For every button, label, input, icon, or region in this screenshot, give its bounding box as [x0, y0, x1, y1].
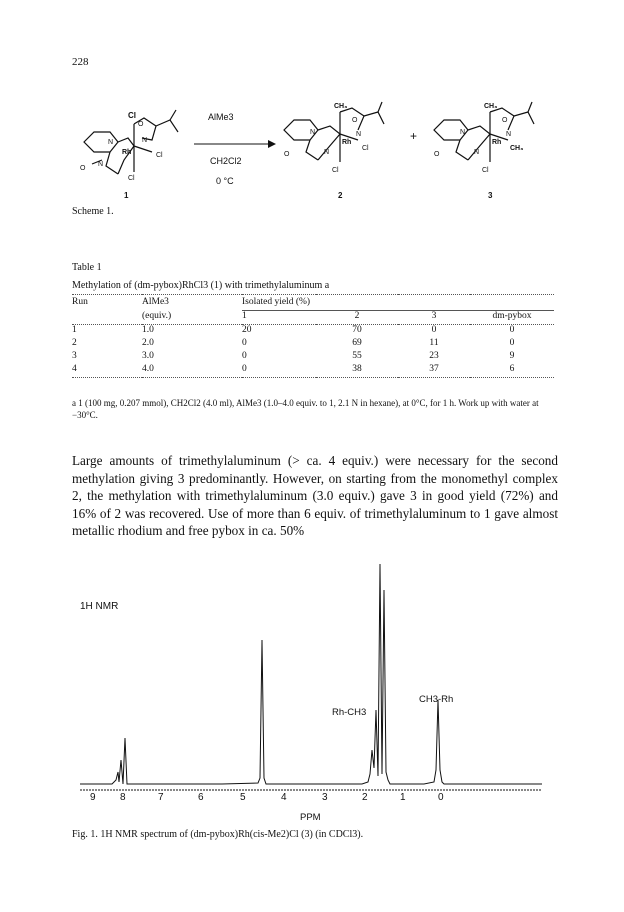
cell: 2.0: [142, 338, 154, 348]
table-row: [72, 351, 554, 364]
header-col-1: 1: [242, 311, 316, 325]
cell: 0: [242, 338, 247, 348]
svg-text:Rh: Rh: [122, 149, 132, 156]
cell: 0: [242, 364, 247, 374]
table-row: [72, 338, 554, 351]
svg-text:CH₃: CH₃: [484, 103, 498, 110]
table-subtitle: Methylation of (dm-pybox)RhCl3 (1) with trimethylaluminum a: [72, 280, 330, 291]
cell: 69: [352, 338, 362, 348]
svg-text:Rh: Rh: [492, 139, 502, 146]
cell: 3.0: [142, 351, 154, 361]
x-tick: 0: [438, 792, 444, 803]
svg-text:Cl: Cl: [128, 111, 136, 120]
x-tick: 8: [120, 792, 126, 803]
cell: 38: [352, 364, 362, 374]
plus-sign: +: [410, 129, 418, 143]
reaction-scheme: [72, 92, 552, 212]
peak-label-ch3-rh: CH3-Rh: [419, 694, 454, 705]
compound-2-structure: [284, 102, 384, 162]
spectrum-trace: [80, 564, 542, 784]
compound-number-3: 3: [488, 191, 493, 200]
cell: 70: [352, 325, 362, 335]
cell: 2: [72, 338, 77, 348]
x-tick: 4: [281, 792, 287, 803]
x-tick: 5: [240, 792, 246, 803]
nmr-spectrum: [72, 560, 552, 820]
svg-text:N: N: [310, 129, 316, 136]
svg-text:N: N: [324, 149, 330, 156]
cell: 37: [429, 364, 439, 374]
header-col-3: 3: [398, 311, 470, 325]
cell: 4.0: [142, 364, 154, 374]
peak-label-rh-ch3: Rh-CH3: [332, 707, 367, 718]
cell: 9: [509, 351, 515, 361]
scheme-label: Scheme 1.: [72, 206, 114, 217]
svg-text:N: N: [474, 149, 480, 156]
svg-text:O: O: [284, 151, 290, 158]
svg-text:N: N: [98, 161, 104, 168]
compound-number-1: 1: [124, 191, 129, 200]
svg-text:O: O: [352, 117, 358, 124]
header-col-dmpybox: dm-pybox: [470, 311, 554, 325]
header-equiv: (equiv.): [142, 310, 172, 321]
svg-text:N: N: [506, 131, 512, 138]
svg-text:Cl: Cl: [128, 175, 135, 182]
svg-text:CH₃: CH₃: [334, 103, 348, 110]
svg-text:CH₃: CH₃: [510, 145, 524, 152]
cell: 3: [72, 351, 77, 361]
nmr-label: 1H NMR: [80, 601, 119, 612]
cell: 23: [429, 351, 439, 361]
x-tick: 2: [362, 792, 368, 803]
x-tick: 9: [90, 792, 96, 803]
x-tick: 6: [198, 792, 204, 803]
cell: 20: [242, 325, 252, 335]
cell: 0: [431, 325, 437, 335]
temperature-label: 0 °C: [216, 176, 234, 186]
cell: 1.0: [142, 325, 154, 335]
cell: 11: [429, 338, 439, 348]
cell: 55: [352, 351, 362, 361]
svg-text:O: O: [434, 151, 440, 158]
svg-text:Cl: Cl: [156, 152, 163, 159]
svg-text:O: O: [502, 117, 508, 124]
svg-text:Rh: Rh: [342, 139, 352, 146]
x-tick: 7: [158, 792, 164, 803]
cell: 1: [72, 325, 77, 335]
table-row: [72, 325, 554, 339]
cell: 4: [72, 364, 77, 374]
svg-text:Cl: Cl: [362, 145, 369, 152]
nmr-x-axis: [0, 792, 624, 808]
svg-text:Cl: Cl: [482, 167, 489, 174]
cell: 0: [242, 351, 247, 361]
solvent-label: CH2Cl2: [210, 156, 242, 166]
page-number: 228: [72, 56, 89, 68]
table-row: [72, 364, 554, 378]
svg-text:N: N: [460, 129, 466, 136]
header-col-2: 2: [316, 311, 398, 325]
cell: 0: [509, 338, 515, 348]
x-axis-label: PPM: [300, 812, 321, 823]
compound-3-structure: [434, 102, 534, 162]
compound-number-2: 2: [338, 191, 343, 200]
header-yield: Isolated yield (%): [242, 297, 311, 307]
svg-text:N: N: [356, 131, 362, 138]
svg-text:Cl: Cl: [332, 167, 339, 174]
cell: 6: [509, 364, 515, 374]
header-almes: AlMe3: [142, 297, 169, 307]
yield-table: [72, 294, 554, 378]
cell: 0: [509, 325, 515, 335]
svg-text:N: N: [108, 139, 114, 146]
table-footnote: a 1 (100 mg, 0.207 mmol), CH2Cl2 (4.0 ml), AlMe3 (1.0–4.0 equiv. to 1, 2.1 N in hexane), at 0°C, for 1 h. Work up with water at −30°C.: [72, 398, 539, 420]
body-paragraph: Large amounts of trimethylaluminum (> ca. 4 equiv.) were necessary for the second methylation giving 3 predominantly. However, on starting from the monomethyl complex 2, the methylation with trimethylaluminum (3.0 equiv.) gave 3 in good yield (72%) and 16% of 2 was recovered. Use of more than 6 equiv. of trimethylaluminum to 1 gave almost metallic rhodium and free pybox in ca. 50%: [72, 453, 558, 538]
svg-text:N: N: [142, 137, 148, 144]
x-tick: 3: [322, 792, 328, 803]
x-tick: 1: [400, 792, 406, 803]
svg-text:O: O: [138, 121, 144, 128]
table-title: Table 1: [72, 262, 102, 273]
reagent-label: AlMe3: [208, 112, 234, 122]
header-run: Run: [72, 297, 88, 307]
figure-caption: Fig. 1. 1H NMR spectrum of (dm-pybox)Rh(cis-Me2)Cl (3) (in CDCl3).: [72, 829, 364, 840]
svg-text:O: O: [80, 165, 86, 172]
